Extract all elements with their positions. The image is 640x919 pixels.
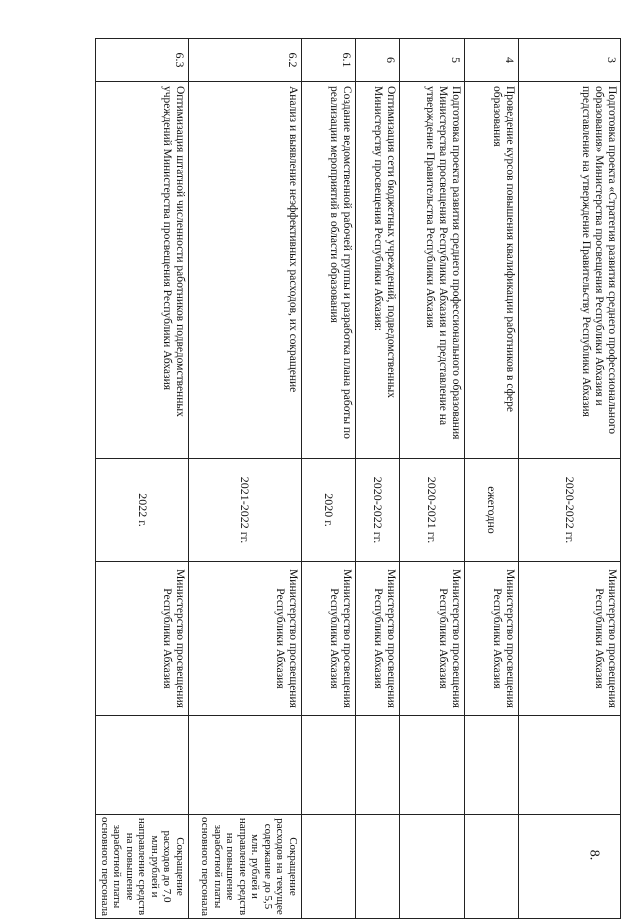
table-row: [400, 39, 465, 919]
blank-cell: [356, 716, 400, 815]
responsible: Министерство просвещения Республики Абхазия: [302, 562, 356, 716]
action-plan-table: [96, 38, 622, 919]
responsible: Министерство просвещения Республики Абхазия: [356, 562, 400, 716]
blank-cell: [400, 716, 465, 815]
responsible: Министерство просвещения Республики Абхазия: [400, 562, 465, 716]
row-number: 6: [356, 39, 400, 82]
period: 2022 г.: [96, 459, 189, 562]
table-row: [356, 39, 400, 919]
expected-result: [400, 815, 465, 919]
task-description: Оптимизация сети бюджетных учреждений, подведомственных Министерству просвещения Республики Абхазия:: [356, 82, 400, 459]
task-description: Подготовка проекта «Стратегия развития среднего профессионального образования» Министерства просвещения Республики Абхазия и представление на утверждение Правительству Республики Абхазия: [519, 82, 621, 459]
row-number: 3: [519, 39, 621, 82]
blank-cell: [465, 716, 519, 815]
period: 2020 г.: [302, 459, 356, 562]
expected-result: Сокращение расходов на текущее содержание до 5,5 млн. рублей и направление средств на повышение заработной платы основного персонала: [189, 815, 302, 919]
page-number: 8.: [586, 849, 602, 861]
blank-cell: [96, 716, 189, 815]
table-container: [99, 38, 621, 916]
period: 2020-2022 гг.: [519, 459, 621, 562]
period: ежегодно: [465, 459, 519, 562]
responsible: Министерство просвещения Республики Абхазия: [189, 562, 302, 716]
table-row: [96, 39, 189, 919]
task-description: Анализ и выявление неэффективных расходов, их сокращение: [189, 82, 302, 459]
period: 2020-2021 гг.: [400, 459, 465, 562]
row-number: 4: [465, 39, 519, 82]
table-row: [302, 39, 356, 919]
expected-result: [465, 815, 519, 919]
responsible: Министерство просвещения Республики Абхазия: [96, 562, 189, 716]
expected-result: [519, 815, 621, 919]
period: 2021-2022 гг.: [189, 459, 302, 562]
responsible: Министерство просвещения Республики Абхазия: [519, 562, 621, 716]
row-number: 6.2: [189, 39, 302, 82]
table-row: [189, 39, 302, 919]
task-description: Создание ведомственной рабочей группы и разработка плана работы по реализации мероприятий в области образования: [302, 82, 356, 459]
task-description: Оптимизация штатной численности работников подведомственных учреждений Министерства просвещения Республики Абхазия: [96, 82, 189, 459]
blank-cell: [519, 716, 621, 815]
row-number: 6.1: [302, 39, 356, 82]
row-number: 5: [400, 39, 465, 82]
period: 2020-2022 гг.: [356, 459, 400, 562]
row-number: 6.3: [96, 39, 189, 82]
table-row: [519, 39, 621, 919]
expected-result: [356, 815, 400, 919]
task-description: Проведение курсов повышения квалификации работников в сфере образования: [465, 82, 519, 459]
task-description: Подготовка проекта развития среднего профессионального образования Министерства просвещения Республики Абхазия и представление на утверждение Правительства Республики Абхазия: [400, 82, 465, 459]
blank-cell: [302, 716, 356, 815]
responsible: Министерство просвещения Республики Абхазия: [465, 562, 519, 716]
expected-result: Сокращение расходов до 7,0 млн.рублей и направление средств на повышение заработной платы основного персонала: [96, 815, 189, 919]
blank-cell: [189, 716, 302, 815]
table-row: [465, 39, 519, 919]
expected-result: [302, 815, 356, 919]
